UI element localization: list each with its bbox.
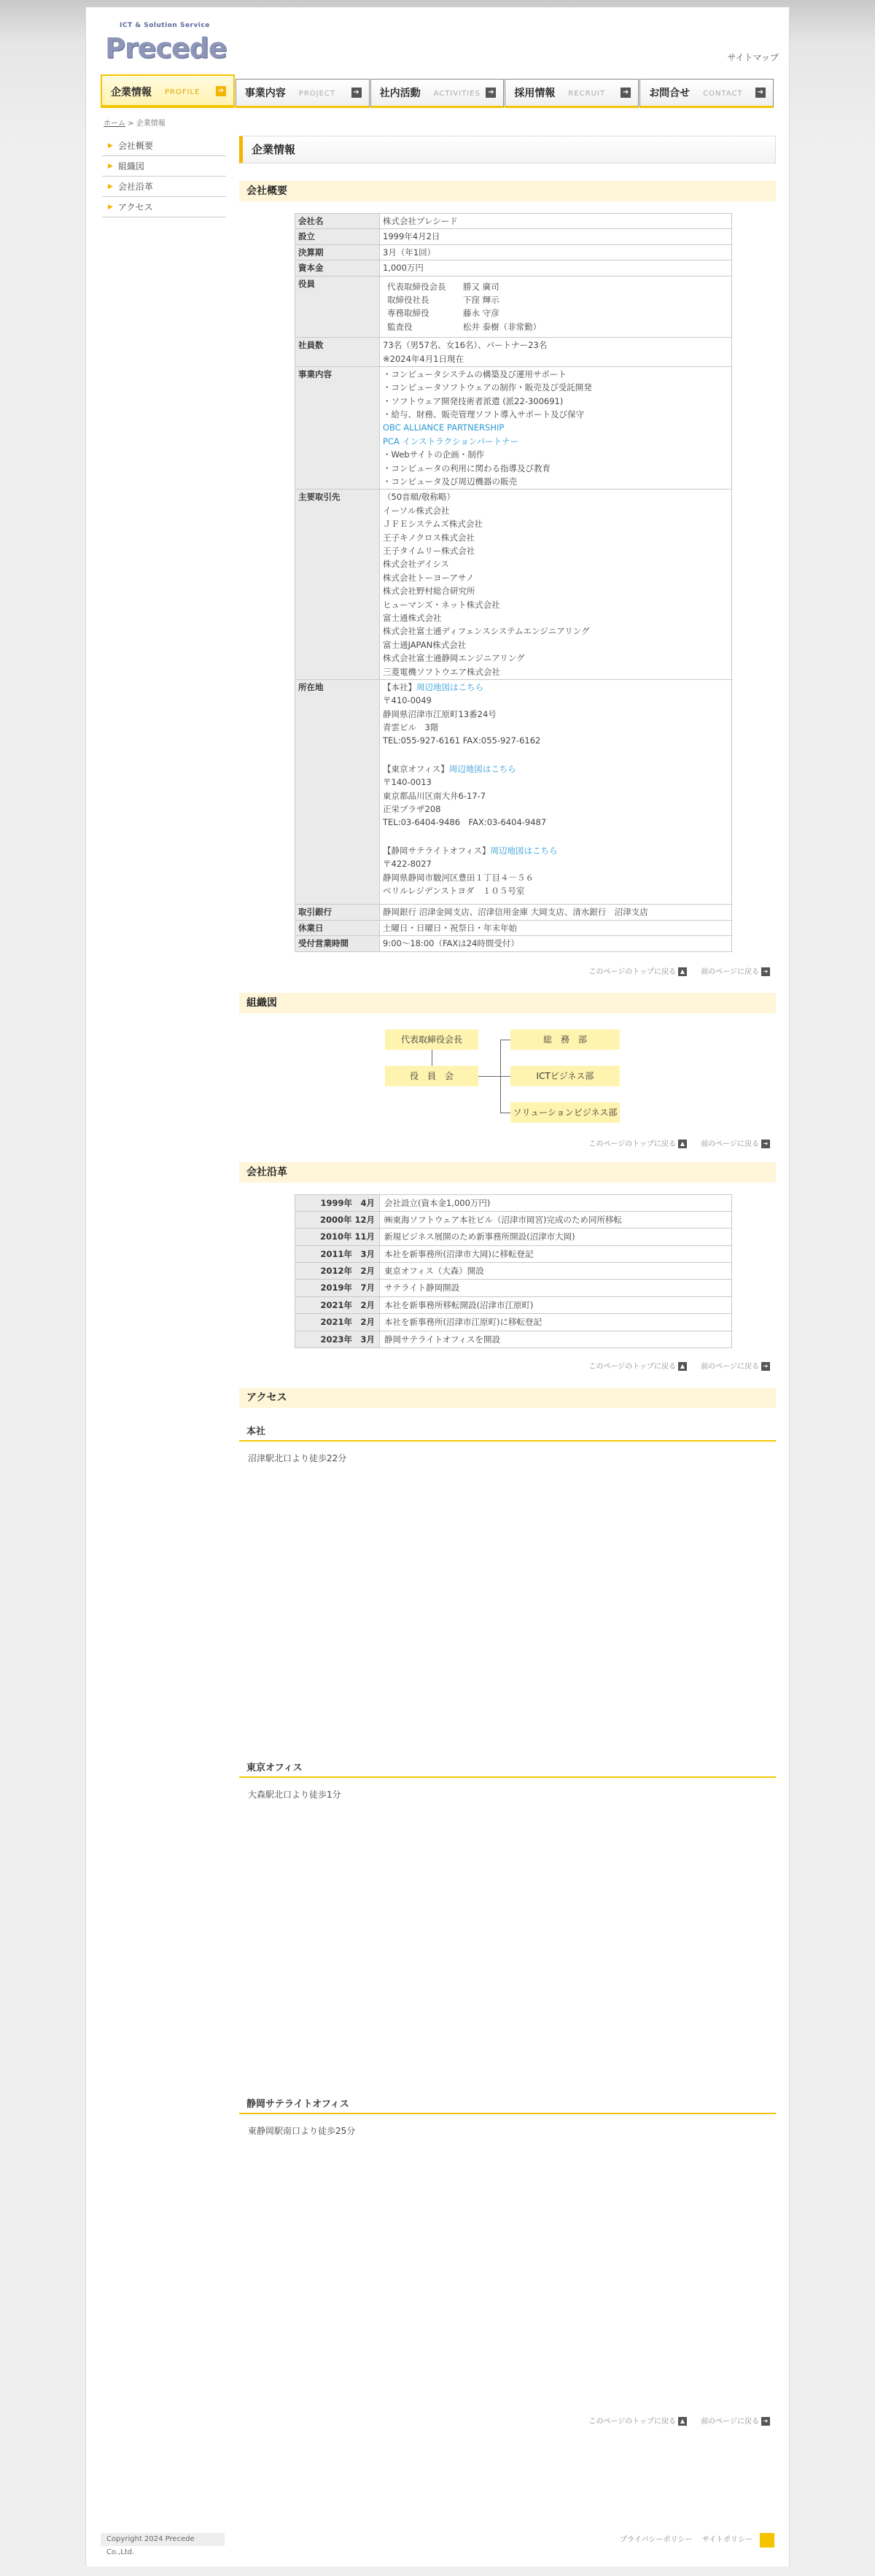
nav-activities[interactable] bbox=[370, 79, 505, 108]
table-row bbox=[295, 1314, 732, 1331]
spacer bbox=[383, 829, 728, 844]
page-title: 企業情報 bbox=[239, 136, 776, 163]
logo-tagline: ICT & Solution Service bbox=[120, 22, 210, 29]
history-table bbox=[295, 1194, 732, 1349]
table-row bbox=[295, 905, 732, 920]
breadcrumb bbox=[104, 118, 166, 130]
office-line: TEL:03-6404-9486 FAX:03-6404-9487 bbox=[383, 817, 547, 828]
overview-table bbox=[295, 213, 732, 952]
site-policy-link[interactable]: サイトポリシー bbox=[701, 2536, 752, 2544]
nav-label-en: RECRUIT bbox=[568, 90, 605, 98]
sidebar-item-label: アクセス bbox=[118, 202, 153, 212]
table-row bbox=[295, 214, 732, 229]
pca-partner-link[interactable]: PCA インストラクションパートナー bbox=[383, 436, 519, 446]
map-link-shizuoka[interactable]: 周辺地図はこちら bbox=[490, 845, 558, 856]
table-row bbox=[295, 679, 732, 904]
sidebar-item-overview[interactable] bbox=[102, 136, 226, 156]
business-item: ・コンピュータの利用に関わる指導及び教育 bbox=[383, 463, 551, 473]
section-heading-access: アクセス bbox=[239, 1388, 776, 1408]
office-name: 【静岡サテライトオフィス】 bbox=[383, 845, 491, 856]
page-top-label: このページのトップに戻る bbox=[588, 1140, 676, 1148]
access-shizuoka-heading: 静岡サテライトオフィス bbox=[239, 2097, 776, 2114]
client-item: イーソル株式会社 bbox=[383, 505, 450, 516]
nav-label: 社内活動 bbox=[379, 88, 421, 99]
triangle-right-icon: ▶ bbox=[108, 204, 113, 211]
office-title bbox=[383, 762, 728, 775]
officer-row bbox=[383, 320, 728, 333]
table-row bbox=[295, 244, 732, 260]
row-key: 休業日 bbox=[295, 920, 380, 935]
spacer bbox=[383, 748, 728, 762]
org-box-solution: ソリューションビジネス部 bbox=[510, 1102, 620, 1123]
history-date: 2012年 2月 bbox=[295, 1263, 380, 1280]
row-value: 株式会社プレシード bbox=[380, 214, 732, 229]
client-item: 三菱電機ソフトウエア株式会社 bbox=[383, 666, 500, 677]
sidebar-item-label: 組織図 bbox=[118, 161, 145, 171]
org-box-ict: ICTビジネス部 bbox=[510, 1066, 620, 1086]
access-shizuoka-text: 東静岡駅南口より徒歩25分 bbox=[248, 2126, 356, 2137]
footer bbox=[101, 2533, 774, 2556]
officer-role: 代表取締役会長 bbox=[387, 281, 446, 292]
table-row bbox=[295, 1331, 732, 1347]
office-line: TEL:055-927-6161 FAX:055-927-6162 bbox=[383, 735, 541, 746]
arrow-up-icon: ▲ bbox=[678, 2417, 687, 2426]
page-top-link[interactable] bbox=[583, 967, 688, 978]
office-name: 【東京オフィス】 bbox=[383, 763, 449, 774]
officers-cell bbox=[380, 276, 732, 338]
table-row bbox=[295, 1194, 732, 1211]
page-back-label: 前のページに戻る bbox=[701, 1363, 759, 1372]
page-back-link[interactable] bbox=[695, 1139, 770, 1150]
sidebar-item-label: 会社概要 bbox=[118, 141, 154, 151]
officer-name: 松井 泰樹（非常勤） bbox=[463, 321, 542, 332]
arrow-right-icon: ➔ bbox=[761, 967, 770, 976]
logo-name: Precede bbox=[105, 32, 227, 64]
office-line: 〒140-0013 bbox=[383, 777, 432, 788]
page-top-link[interactable] bbox=[583, 2416, 688, 2428]
history-date: 2000年 12月 bbox=[295, 1211, 380, 1228]
sitemap-link[interactable]: サイトマップ bbox=[727, 53, 779, 63]
history-date: 2021年 2月 bbox=[295, 1314, 380, 1331]
history-date: 2023年 3月 bbox=[295, 1331, 380, 1347]
business-item: ・コンピュータソフトウェアの制作・販売及び受託開発 bbox=[383, 382, 592, 393]
page-container bbox=[85, 7, 790, 2567]
client-item: 株式会社富士通静岡エンジニアリング bbox=[383, 653, 525, 664]
history-date: 2021年 2月 bbox=[295, 1296, 380, 1313]
map-area-shizuoka[interactable] bbox=[239, 2139, 776, 2416]
triangle-right-icon: ▶ bbox=[108, 142, 113, 150]
history-date: 2011年 3月 bbox=[295, 1245, 380, 1262]
office-title bbox=[383, 844, 728, 857]
officer-role: 取締役社長 bbox=[387, 294, 429, 305]
business-item: ・コンピュータ及び周辺機器の販売 bbox=[383, 476, 517, 487]
page-back-link[interactable] bbox=[695, 2416, 770, 2428]
arrow-up-icon: ▲ bbox=[678, 1140, 687, 1148]
sidebar-item-org[interactable] bbox=[102, 156, 226, 177]
clients-cell bbox=[380, 490, 732, 679]
location-cell bbox=[380, 679, 732, 904]
row-key: 役員 bbox=[295, 276, 380, 338]
history-event: 静岡サテライトオフィスを開設 bbox=[380, 1331, 732, 1347]
org-box-board: 役 員 会 bbox=[385, 1066, 478, 1086]
row-value: 3月（年1回） bbox=[380, 244, 732, 260]
map-area-tokyo[interactable] bbox=[239, 1802, 776, 2097]
staff-count: 73名（男57名、女16名）、パートナー23名 bbox=[383, 340, 548, 351]
client-item: 富士通株式会社 bbox=[383, 612, 442, 623]
page-top-label: このページのトップに戻る bbox=[588, 967, 676, 976]
nav-label-en: ACTIVITIES bbox=[433, 90, 481, 98]
row-key: 主要取引先 bbox=[295, 490, 380, 679]
triangle-right-icon: ▶ bbox=[108, 163, 113, 170]
client-item: ヒューマンズ・ネット株式会社 bbox=[383, 599, 500, 610]
sidebar-item-access[interactable] bbox=[102, 197, 226, 217]
access-hq-heading: 本社 bbox=[239, 1424, 776, 1442]
table-row bbox=[295, 1245, 732, 1262]
client-item: 株式会社デイシス bbox=[383, 559, 449, 570]
nav-project[interactable] bbox=[236, 79, 370, 108]
history-event: 本社を新事務所(沼津市大岡)に移転登記 bbox=[380, 1245, 732, 1262]
history-date: 2019年 7月 bbox=[295, 1280, 380, 1296]
table-row bbox=[295, 1229, 732, 1245]
office-name: 【本社】 bbox=[383, 681, 416, 692]
org-line bbox=[500, 1076, 510, 1077]
page-top-link[interactable] bbox=[583, 1361, 688, 1373]
office-line: 〒422-8027 bbox=[383, 859, 432, 870]
office-line: ベリルレジデンストヨダ １０５号室 bbox=[383, 885, 525, 896]
office-line: 東京都品川区南大井6-17-7 bbox=[383, 790, 486, 801]
nav-label-en: CONTACT bbox=[703, 90, 743, 98]
row-value: 1999年4月2日 bbox=[380, 229, 732, 244]
client-item: 王子キノクロス株式会社 bbox=[383, 532, 475, 543]
history-event: 本社を新事務所移転開設(沼津市江原町) bbox=[380, 1296, 732, 1313]
history-event: 本社を新事務所(沼津市江原町)に移転登記 bbox=[380, 1314, 732, 1331]
officer-role: 専務取締役 bbox=[387, 308, 429, 319]
page-back-label: 前のページに戻る bbox=[701, 967, 759, 976]
client-item: 王子タイムリー株式会社 bbox=[383, 545, 475, 556]
table-row bbox=[295, 1280, 732, 1296]
history-event: 新規ビジネス展開のため新事務所開設(沼津市大岡) bbox=[380, 1229, 732, 1245]
table-row bbox=[295, 920, 732, 935]
arrow-right-icon: ➔ bbox=[761, 1362, 770, 1371]
table-row bbox=[295, 276, 732, 338]
table-row bbox=[295, 1211, 732, 1228]
breadcrumb-sep: > bbox=[125, 120, 136, 128]
global-nav bbox=[101, 74, 774, 112]
business-cell bbox=[380, 366, 732, 490]
privacy-policy-link[interactable]: プライバシーポリシー bbox=[620, 2536, 693, 2544]
nav-profile[interactable] bbox=[101, 74, 235, 108]
page-nav bbox=[239, 1361, 776, 1376]
history-event: サテライト静岡開設 bbox=[380, 1280, 732, 1296]
logo[interactable] bbox=[105, 20, 229, 64]
sidebar-item-label: 会社沿革 bbox=[118, 182, 154, 192]
nav-label: 事業内容 bbox=[244, 88, 286, 99]
officer-role: 監査役 bbox=[387, 321, 413, 332]
page-back-label: 前のページに戻る bbox=[701, 1140, 759, 1148]
row-key: 事業内容 bbox=[295, 366, 380, 490]
nav-contact[interactable] bbox=[639, 79, 774, 108]
table-row bbox=[295, 1296, 732, 1313]
client-item: 株式会社富士通ディフェンスシステムエンジニアリング bbox=[383, 626, 590, 637]
officer-row bbox=[383, 293, 728, 306]
officer-row bbox=[383, 306, 728, 320]
nav-label: お問合せ bbox=[649, 88, 691, 99]
table-row bbox=[295, 936, 732, 951]
office-line: 静岡県静岡市駿河区豊田１丁目４－５６ bbox=[383, 872, 534, 883]
org-box-ceo: 代表取締役会長 bbox=[385, 1029, 478, 1050]
access-tokyo-heading: 東京オフィス bbox=[239, 1760, 776, 1778]
client-item: 株式会社野村総合研究所 bbox=[383, 586, 475, 597]
nav-label: 採用情報 bbox=[514, 88, 556, 99]
history-date: 1999年 4月 bbox=[295, 1194, 380, 1211]
spacer bbox=[383, 897, 728, 903]
staff-note: ※2024年4月1日現在 bbox=[383, 353, 464, 364]
map-area-hq[interactable] bbox=[239, 1466, 776, 1760]
table-row bbox=[295, 366, 732, 490]
officer-row bbox=[383, 280, 728, 293]
arrow-right-icon: ➔ bbox=[216, 86, 226, 96]
arrow-right-icon: ➔ bbox=[351, 88, 362, 98]
page-nav bbox=[239, 967, 776, 981]
row-value: 静岡銀行 沼津金岡支店、沼津信用金庫 大岡支店、清水銀行 沼津支店 bbox=[380, 905, 732, 920]
history-event: ㈱東海ソフトウェア本社ビル（沼津市岡宮)完成のため同所移転 bbox=[380, 1211, 732, 1228]
page-nav bbox=[239, 2416, 776, 2431]
section-heading-overview: 会社概要 bbox=[239, 181, 776, 201]
client-item: 株式会社トーヨーアサノ bbox=[383, 572, 475, 583]
office-line: 青雲ビル 3階 bbox=[383, 722, 439, 733]
row-key: 社員数 bbox=[295, 338, 380, 367]
page-top-link[interactable] bbox=[583, 1139, 688, 1150]
client-note: （50音順/敬称略） bbox=[383, 492, 456, 503]
office-line: 静岡県沼津市江原町13番24号 bbox=[383, 708, 497, 719]
copyright: Copyright 2024 Precede Co.,Ltd. bbox=[101, 2533, 225, 2546]
client-item: 富士通JAPAN株式会社 bbox=[383, 639, 467, 650]
map-link-tokyo[interactable]: 周辺地図はこちら bbox=[448, 763, 516, 774]
page-nav bbox=[239, 1139, 776, 1153]
row-key: 受付営業時間 bbox=[295, 936, 380, 951]
officer-name: 勝又 廣司 bbox=[463, 281, 499, 292]
arrow-right-icon: ➔ bbox=[761, 2417, 770, 2426]
sidebar-item-history[interactable] bbox=[102, 177, 226, 197]
org-chart bbox=[239, 1029, 776, 1139]
business-item: ・コンピュータシステムの構築及び運用サポート bbox=[383, 368, 567, 379]
row-key: 会社名 bbox=[295, 214, 380, 229]
page-top-label: このページのトップに戻る bbox=[588, 2417, 676, 2426]
map-link-hq[interactable]: 周辺地図はこちら bbox=[416, 681, 483, 692]
access-tokyo-text: 大森駅北口より徒歩1分 bbox=[248, 1790, 341, 1801]
arrow-up-icon: ▲ bbox=[678, 967, 687, 976]
org-box-general: 総 務 部 bbox=[510, 1029, 620, 1050]
table-row bbox=[295, 229, 732, 244]
row-value: 1,000万円 bbox=[380, 260, 732, 276]
triangle-right-icon: ▶ bbox=[108, 183, 113, 190]
row-key: 資本金 bbox=[295, 260, 380, 276]
row-value bbox=[380, 338, 732, 367]
breadcrumb-home[interactable]: ホーム bbox=[104, 120, 125, 128]
officer-name: 藤永 守彦 bbox=[463, 308, 499, 319]
office-line: 〒410-0049 bbox=[383, 695, 432, 706]
page-back-link[interactable] bbox=[695, 1361, 770, 1373]
business-item: ・Webサイトの企画・制作 bbox=[383, 449, 485, 460]
row-value: 土曜日・日曜日・祝祭日・年末年始 bbox=[380, 920, 732, 935]
arrow-right-icon: ➔ bbox=[486, 88, 496, 98]
nav-label-en: PROFILE bbox=[165, 88, 201, 96]
main-content bbox=[239, 136, 776, 2431]
nav-label-en: PROJECT bbox=[298, 90, 336, 98]
table-row bbox=[295, 490, 732, 679]
business-item: ・ソフトウェア開発技術者派遣 (派22-300691) bbox=[383, 395, 564, 406]
access-hq-text: 沼津駅北口より徒歩22分 bbox=[248, 1453, 347, 1464]
breadcrumb-current: 企業情報 bbox=[136, 120, 166, 128]
row-key: 所在地 bbox=[295, 679, 380, 904]
table-row bbox=[295, 260, 732, 276]
row-key: 取引銀行 bbox=[295, 905, 380, 920]
row-key: 設立 bbox=[295, 229, 380, 244]
nav-recruit[interactable] bbox=[505, 79, 639, 108]
business-item: ・給与、財務、販売管理ソフト導入サポート及び保守 bbox=[383, 409, 584, 420]
client-item: ＪＦＥシステムズ株式会社 bbox=[383, 519, 483, 530]
office-title bbox=[383, 681, 728, 694]
section-heading-org: 組織図 bbox=[239, 993, 776, 1013]
nav-label: 企業情報 bbox=[111, 87, 152, 98]
arrow-right-icon: ➔ bbox=[755, 88, 766, 98]
table-row bbox=[295, 338, 732, 367]
arrow-right-icon: ➔ bbox=[621, 88, 631, 98]
section-heading-history: 会社沿革 bbox=[239, 1162, 776, 1183]
page-top-label: このページのトップに戻る bbox=[588, 1363, 676, 1372]
table-row bbox=[295, 1263, 732, 1280]
sidebar bbox=[102, 136, 226, 217]
office-line: 正栄プラザ208 bbox=[383, 804, 441, 815]
page-back-link[interactable] bbox=[695, 967, 770, 978]
row-value: 9:00～18:00（FAXは24時間受付） bbox=[380, 936, 732, 951]
footer-links bbox=[612, 2534, 752, 2546]
obc-partner-link[interactable]: OBC ALLIANCE PARTNERSHIP bbox=[383, 422, 505, 433]
row-key: 決算期 bbox=[295, 244, 380, 260]
page-back-label: 前のページに戻る bbox=[701, 2417, 759, 2426]
history-event: 東京オフィス（大森）開設 bbox=[380, 1263, 732, 1280]
officer-name: 下窪 輝示 bbox=[463, 294, 499, 305]
arrow-right-icon: ➔ bbox=[761, 1140, 770, 1148]
back-to-top-button[interactable] bbox=[760, 2533, 774, 2548]
arrow-up-icon: ▲ bbox=[678, 1362, 687, 1371]
history-event: 会社設立(資本金1,000万円) bbox=[380, 1194, 732, 1211]
org-line bbox=[478, 1076, 500, 1077]
history-date: 2010年 11月 bbox=[295, 1229, 380, 1245]
